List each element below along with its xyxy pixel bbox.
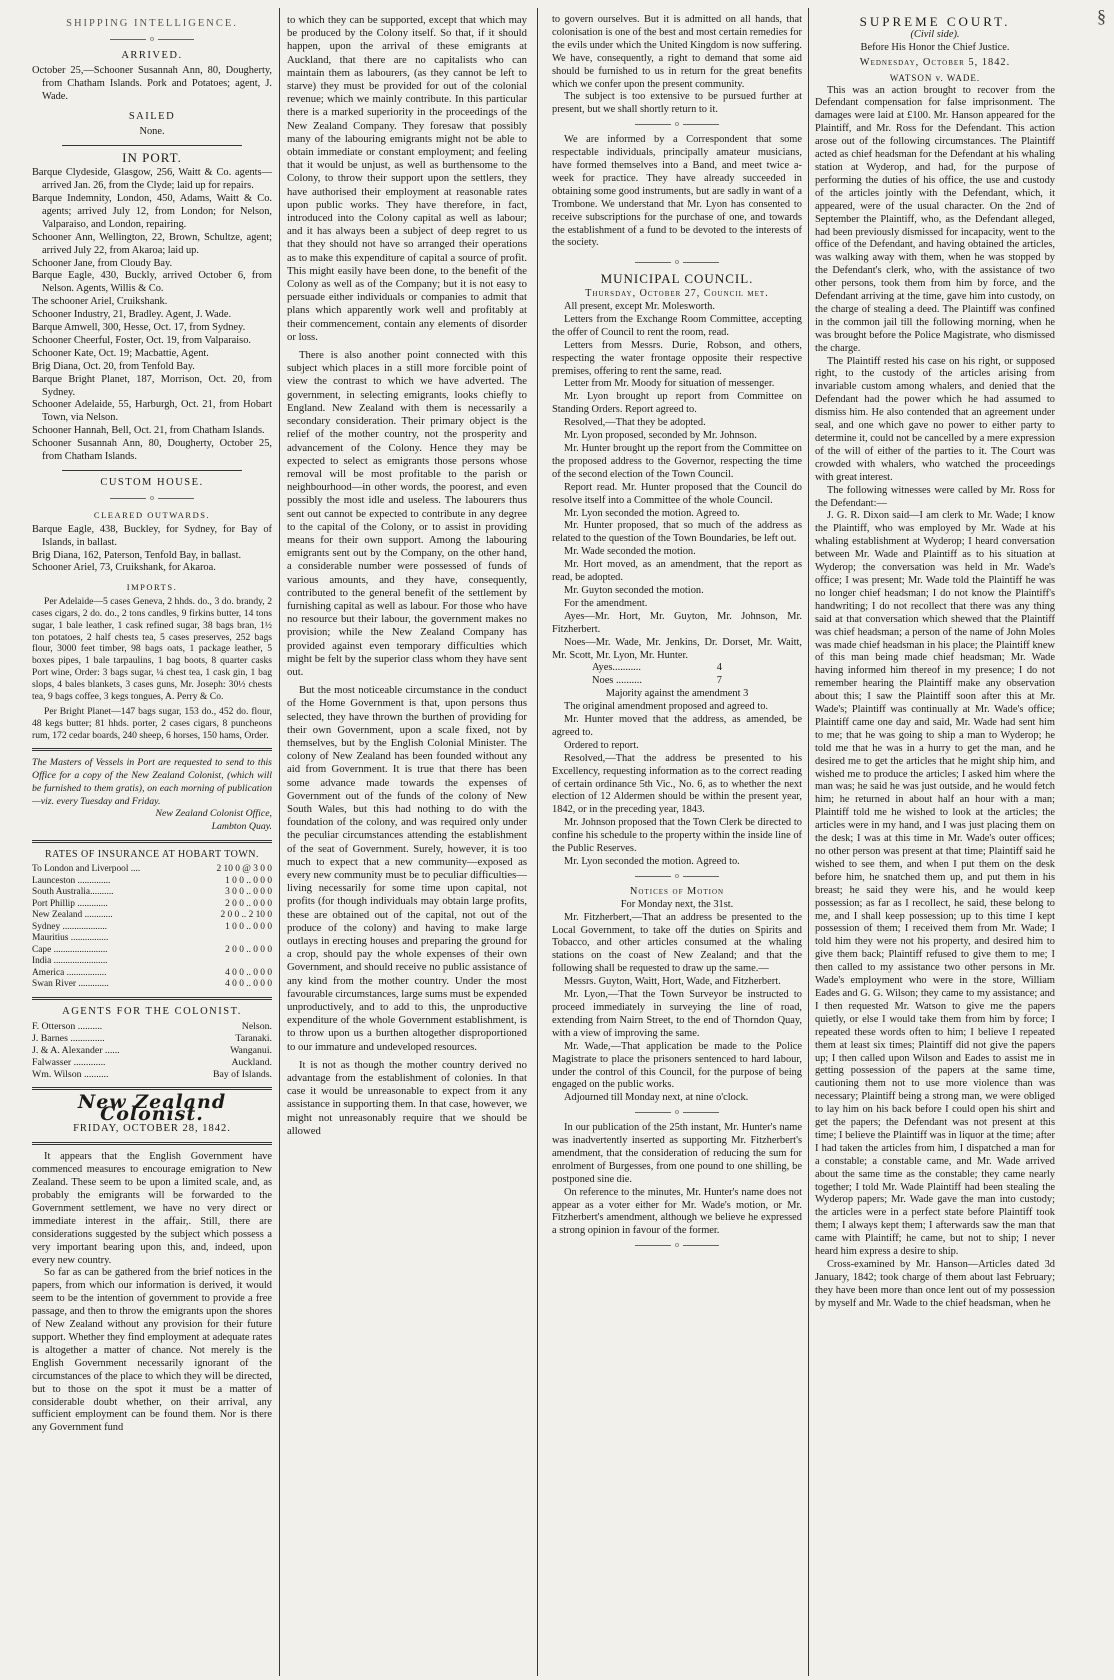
rates-value: 1 0 0 .. 0 0 0 bbox=[225, 875, 272, 886]
council-entry: The original amendment proposed and agreed to. bbox=[564, 701, 768, 713]
council-entry: Mr. Johnson proposed that the Town Clerk be directed to confine his schedule to the property within the inside line of the Public Reserves. bbox=[552, 817, 802, 855]
double-rule bbox=[32, 1142, 272, 1145]
rates-place: Port Phillip ............. bbox=[32, 898, 108, 909]
noes-label: Noes .......... bbox=[592, 675, 642, 687]
correction-para: On reference to the minutes, Mr. Hunter's name does not appear as a voter either for Mr. Wade's motion, or Mr. Fitzherbert's amendment, although we believe he expressed a strong opinion in favour of the former. bbox=[552, 1186, 802, 1237]
council-list-2 bbox=[552, 701, 802, 869]
notices-date: For Monday next, the 31st. bbox=[620, 898, 734, 910]
ornament: o bbox=[552, 1106, 802, 1119]
rates-row bbox=[32, 910, 272, 922]
rates-table bbox=[32, 864, 272, 991]
agent-row bbox=[32, 1057, 272, 1069]
inport-entry: Brig Diana, Oct. 20, from Tenfold Bay. bbox=[32, 360, 195, 372]
editorial-para: The subject is too extensive to be pursued further at present, but we shall shortly return to it. bbox=[552, 91, 802, 116]
rates-place: Swan River ............. bbox=[32, 979, 109, 990]
sailed-heading: SAILED bbox=[128, 111, 176, 123]
rates-value: 2 0 0 .. 0 0 0 bbox=[225, 898, 272, 909]
inport-entry: Schooner Susannah Ann, 80, Dougherty, October 25, from Chatham Islands. bbox=[32, 438, 272, 463]
rates-value: 2 0 0 .. 2 10 0 bbox=[220, 910, 272, 921]
inport-entry: Barque Bright Planet, 187, Morrison, Oct. 20, from Sydney. bbox=[32, 373, 272, 398]
noes-row bbox=[552, 675, 802, 688]
double-rule bbox=[32, 1087, 272, 1090]
agent-row bbox=[32, 1033, 272, 1045]
agent-row bbox=[32, 1069, 272, 1081]
notice-entry: Messrs. Guyton, Waitt, Hort, Wade, and Fitzherbert. bbox=[564, 976, 781, 988]
column-1 bbox=[32, 14, 272, 1674]
rates-row bbox=[32, 876, 272, 888]
double-rule bbox=[32, 997, 272, 1000]
council-entry: Mr. Guyton seconded the motion. bbox=[564, 584, 704, 596]
council-entry: Mr. Lyon seconded the motion. Agreed to. bbox=[564, 856, 740, 867]
cleared-list bbox=[32, 524, 272, 576]
agent-place: Bay of Islands. bbox=[212, 1068, 272, 1080]
agent-row bbox=[32, 1021, 272, 1033]
notices-heading: Notices of Motion bbox=[629, 885, 725, 897]
court-date: Wednesday, October 5, 1842. bbox=[859, 56, 1011, 68]
ayes-count: 4 bbox=[716, 662, 722, 674]
council-entry: Mr. Hunter proposed, that so much of the address as related to the question of the Town Boundaries, be left out. bbox=[552, 520, 802, 545]
divider bbox=[62, 145, 242, 146]
rates-row bbox=[32, 899, 272, 911]
rates-place: America ................. bbox=[32, 967, 107, 978]
rates-place: Cape ....................... bbox=[32, 944, 108, 955]
rates-row bbox=[32, 968, 272, 980]
council-heading: MUNICIPAL COUNCIL. bbox=[600, 271, 754, 287]
council-entry: Mr. Hunter moved that the address, as amended, be agreed to. bbox=[552, 714, 802, 738]
agent-name: J. Barnes .............. bbox=[32, 1032, 105, 1044]
column-rule bbox=[279, 8, 280, 1676]
rates-place: Mauritius ................ bbox=[32, 933, 109, 944]
council-entry: Noes—Mr. Wade, Mr. Jenkins, Dr. Dorset, Mr. Waitt, Mr. Scott, Mr. Lyon, Mr. Hunter. bbox=[552, 636, 802, 661]
ornament: o bbox=[552, 256, 802, 269]
inport-entry: Schooner Ann, Wellington, 22, Brown, Schultze, agent; arrived July 22, from Akaroa; laid up. bbox=[32, 231, 272, 256]
column-4 bbox=[815, 14, 1055, 1674]
ayes-row bbox=[552, 662, 802, 675]
council-entry: Report read. Mr. Hunter proposed that the Council do resolve itself into a Committee of the whole Council. bbox=[552, 481, 802, 506]
ornament: o bbox=[552, 870, 802, 883]
editorial-para: It is not as though the mother country derived no advantage from the establishment of colonies. In that case it would be unreasonable to expect from it any assistance in supporting them. In that case, however, we might not unreasonably require that we should be allowed bbox=[287, 1058, 527, 1137]
cleared-entry: Schooner Ariel, 73, Cruikshank, for Akaroa. bbox=[32, 562, 216, 574]
agent-name: Wm. Wilson .......... bbox=[32, 1068, 109, 1080]
agent-name: F. Otterson .......... bbox=[32, 1020, 103, 1032]
inport-entry: Schooner Hannah, Bell, Oct. 21, from Chatham Islands. bbox=[32, 425, 265, 437]
rates-value: 2 10 0 @ 3 0 0 bbox=[216, 864, 272, 875]
editorial-para: It appears that the English Government have commenced measures to encourage emigration to New Zealand. These seem to be upon a limited scale, and, as probably the emigrants will be forwarded to the Government settlement, we have no very direct or immediate interest in the affair,. Still, there are considerations suggested by the subject which possess a very important bearing upon this, and, indeed, upon every new country. bbox=[32, 1151, 272, 1266]
inport-entry: Barque Eagle, 430, Buckly, arrived October 6, from Nelson. Agents, Willis & Co. bbox=[32, 270, 272, 295]
rates-value: 4 0 0 .. 0 0 0 bbox=[225, 979, 272, 990]
majority-line: Majority against the amendment 3 bbox=[605, 688, 749, 700]
masters-signature-1: New Zealand Colonist Office, bbox=[155, 808, 272, 820]
cleared-entry: Brig Diana, 162, Paterson, Tenfold Bay, in ballast. bbox=[32, 549, 242, 561]
agent-place: Wanganui. bbox=[230, 1044, 272, 1056]
case-name: WATSON v. WADE. bbox=[889, 72, 981, 83]
notice-entry: Mr. Lyon,—That the Town Surveyor be instructed to proceed immediately in surveying the line of road, extending from Nairn Street, to the end of Thorndon Quay, with a view of improving the same. bbox=[552, 989, 802, 1039]
council-entry: Letters from Messrs. Durie, Robson, and others, respecting the water frontage opposite their respective premises, offering to rent the same, read. bbox=[552, 339, 802, 377]
masters-notice: The Masters of Vessels in Port are requested to send to this Office for a copy of the New Zealand Colonist, (which will be furnished to them gratis), on each morning of publication—viz. every Tuesday and Friday. bbox=[32, 756, 272, 807]
council-date: Thursday, October 27, Council met. bbox=[585, 288, 769, 300]
notice-entry: Mr. Wade,—That application be made to the Police Magistrate to place the prisoners sentenced to hard labour, under the control of this Council, for the purpose of being engaged on the public works. bbox=[552, 1040, 802, 1091]
inport-entry: Barque Clydeside, Glasgow, 256, Waitt & Co. agents—arrived Jan. 26, from the Clyde; laid up for repairs. bbox=[32, 167, 272, 192]
inport-entry: Schooner Cheerful, Foster, Oct. 19, from Valparaiso. bbox=[32, 334, 251, 346]
rates-row bbox=[32, 887, 272, 899]
council-list bbox=[552, 301, 802, 662]
double-rule bbox=[32, 840, 272, 843]
rates-value: 1 0 0 .. 0 0 0 bbox=[225, 921, 272, 932]
inport-list bbox=[32, 167, 272, 464]
inport-heading: IN PORT. bbox=[122, 150, 182, 166]
page-corner-mark: § bbox=[1097, 6, 1106, 26]
imports-bright-planet: Per Bright Planet—147 bags sugar, 153 do., 452 do. flour, 48 kegs butter; 81 hhds. porter, 2 cases cigars, 8 puncheons rum, 172 cedar boards, 240 sheep, 6 horses, 150 hams, Order. bbox=[32, 706, 272, 742]
rates-value bbox=[182, 933, 272, 945]
rates-place: New Zealand ............ bbox=[32, 910, 113, 921]
agents-list bbox=[32, 1021, 272, 1081]
court-before: Before His Honor the Chief Justice. bbox=[860, 41, 1010, 53]
court-title: SUPREME COURT. bbox=[859, 14, 1011, 29]
ornament: o bbox=[32, 492, 272, 505]
ornament: o bbox=[552, 1239, 802, 1252]
inport-entry: The schooner Ariel, Cruikshank. bbox=[32, 296, 168, 308]
arrived-entry: October 25,—Schooner Susannah Ann, 80, Dougherty, from Chatham Islands. Pork and Potatoes; agent, J. Wade. bbox=[32, 64, 272, 102]
council-entry: Mr. Hunter brought up the report from the Committee on the proposed address to the Governor, respecting the time of the second election of the Town Council. bbox=[552, 443, 802, 480]
sailed-entry: None. bbox=[139, 126, 165, 138]
agent-place: Nelson. bbox=[241, 1020, 272, 1032]
council-entry: For the amendment. bbox=[564, 597, 648, 609]
agents-heading: AGENTS FOR THE COLONIST. bbox=[62, 1005, 242, 1017]
council-entry: All present, except Mr. Molesworth. bbox=[564, 301, 715, 313]
notice-entry: Adjourned till Monday next, at nine o'clock. bbox=[564, 1092, 749, 1104]
rates-value bbox=[182, 956, 272, 968]
council-entry: Resolved,—That they be adopted. bbox=[564, 417, 706, 429]
arrived-heading: ARRIVED. bbox=[121, 49, 183, 61]
council-entry: Ordered to report. bbox=[564, 739, 639, 751]
imports-adelaide: Per Adelaide—5 cases Geneva, 2 hhds. do., 3 do. brandy, 2 cases cigars, 2 do. do., 2 tons candles, 9 firkins butter, 14 tons sugar, 1 bale leather, 1 cask refined sugar, 38 bags bran, 1½ ton potatoes, 2 half chests tea, 5 cases preserves, 252 bags flour, 3000 feet timber, 98 bags oats, 1 package leather, 5 boxes pipes, 1 bale tarpaulins, 1 bag boots, 8 quarter casks Port wine, Order: 3 bags sugar, ¼ chest tea, 1 cask gin, 1 bag slops, 4 bales blankets, 3 cases guns, Mr. Joseph: 30½ chests tea, 9 bags coffee, 3 kegs tongues, A. Perry & Co. bbox=[32, 596, 272, 702]
court-para: This was an action brought to recover from the Defendant compensation for false imprisonment. The damages were laid at £100. Mr. Hanson appeared for the Plaintiff, and Mr. Ross for the Defendant. This action arose out of the following circumstances. The Plaintiff acted as chief headsman for the Defendant at his whaling station at Wyderop, and had, for the purpose of performing the duties of his office, the use and custody of the articles jointly with the Defendant, which, it appeared, were of the usual character. On the 2nd of September the Plaintiff, who, as the Defendant alleged, had been previously dismissed for incapacity, went to the office of the Defendant, and having obtained the articles, was walking away with them, when he was stopped by the Defendant's clerk, who, with the assistance of two other persons, took them from him by force, and the Defendant arriving at the time, gave him into custody, on the charge of stealing a deed. The Plaintiff was confined in the common jail till the following morning, when he was brought before the Police Magistrate, who dismissed the charge. bbox=[815, 84, 1055, 354]
council-entry: Ayes—Mr. Hort, Mr. Guyton, Mr. Johnson, Mr. Fitzherbert. bbox=[552, 610, 802, 635]
noes-count: 7 bbox=[716, 675, 722, 687]
rates-place: Sydney ................... bbox=[32, 921, 107, 932]
rates-place: India ....................... bbox=[32, 956, 108, 967]
agent-name: Falwasser ............. bbox=[32, 1056, 106, 1068]
editorial-para: to govern ourselves. But it is admitted on all hands, that colonisation is one of the best and most certain remedies for the evils under which the United Kingdom is now suffering. We have, consequently, a right to demand that some aid should be furnished to us in return for the great benefits which we confer upon the present community. bbox=[552, 14, 802, 90]
agent-place: Taranaki. bbox=[235, 1032, 272, 1044]
agent-name: J. & A. Alexander ...... bbox=[32, 1044, 120, 1056]
council-entry: Mr. Lyon seconded the motion. Agreed to. bbox=[564, 507, 740, 519]
rates-heading: RATES OF INSURANCE AT HOBART TOWN. bbox=[44, 849, 260, 861]
council-entry: Mr. Lyon brought up report from Committee on Standing Orders. Report agreed to. bbox=[552, 391, 802, 416]
notices-list bbox=[552, 912, 802, 1106]
court-para: J. G. R. Dixon said—I am clerk to Mr. Wade; I know the Plaintiff, who was employed by Mr. Wade at his whaling establishment at Wyderop; I heard conversation between Mr. Wade and Plaintiff as to his situation at Wyderop; the conversation was held in Mr. Wade's office; I was present; Mr. Wade told the Plaintiff he was no longer chief headsman; I do not know the Plaintiff's handwriting; I do not recollect that there was any thing said at that conversation which shewed that the Plaintiff was chief headsman; a person of the name of John Moles was made chief headsman in his place; the Plaintiff knew of this man being made chief headsman; Mr. Wade having informed him thereof in my presence; I do not remember hearing the Plaintiff make any observation about this; I saw the Plaintiff soon after this at Mr. Wade's; Plaintiff was continually at Mr. Wade's office; Plaintiff came one day and said, Mr. Wade had sent him to me; that he was going to ship a man to Wyderop; he told me that he was in a hurry to get the man, and he desired me to get the articles that he might ship him, and wished me to produce the articles; I asked him where the man was; he said he was just outside, and he would fetch him; he returned in about half an hour with a man; Plaintiff told me he wished to look at the articles; the articles were in my hand, and I was just placing them on the desk; I was at this time in Mr. Wade's outer offices; no other person was present at that time; Plaintiff said he wished to see them, and when I put them on the desk before him, he snatched them up, and put them in his breast; he said they were his, and he would keep possession; as far as I recollect, he said, these belong to me, and I shall keep possession; up to this time I kept possession of them; I received them from Mr. Wade; I told him they were not his property, and desired him to give them back; Plaintiff refused to give them to me; I then called to my assistance two other persons in Mr. Wade's employment who were in the store, William Eades and G. G. Wilson; they came to my assistance; and I then requested Mr. Watson to give me the papers quietly, or else I would take them from him by force; I repeated these words often to him; I believe I repeated them at least six times; Plaintiff did not give the papers up; I then called upon Wilson and Eades to assist me in getting possession of the papers at the same time, cautioning them not to use more violence than was necessary; Plaintiff being a strong man, we were obliged to lay him on his back before I could open his shirt and get the papers; the Defendant was not present at this time; I believe the Plaintiff was in liquor at the time; after I had taken the articles from him, I dispatched a man for a constable; a constable came, and Mr. Wade arrived about the same time as the constable; they came nearly together; I told Mr. Wade Plaintiff had been stealing the Wyderop papers; Mr. Wade gave the man into custody; the articles were in a perfect state before Plaintiff took them; I always kept them; I afterwards saw the man that came with Plaintiff; he came, but not to ship; I never heard him express a desire to ship. bbox=[815, 510, 1055, 1258]
council-entry: Letter from Mr. Moody for situation of messenger. bbox=[564, 378, 775, 390]
council-entry: Mr. Lyon proposed, seconded by Mr. Johnson. bbox=[564, 430, 757, 442]
ornament: o bbox=[32, 33, 272, 46]
inport-entry: Schooner Industry, 21, Bradley. Agent, J. Wade. bbox=[32, 309, 232, 321]
court-para: The following witnesses were called by Mr. Ross for the Defendant:— bbox=[815, 484, 1055, 509]
rates-value: 2 0 0 .. 0 0 0 bbox=[225, 944, 272, 955]
rates-place: South Australia.......... bbox=[32, 887, 114, 898]
editorial-para: So far as can be gathered from the brief notices in the papers, from which our information is derived, it would seem to be the intention of government to provide a free passage, and then to throw the emigrants upon the shores of New Zealand without any provision for their future support. Whether they find employment at adequate rates is altogether a matter of chance. Not merely is the English Government necessarily ignorant of the circumstances of the place to which they will be directed, but to those on the spot it must be a matter of considerable doubt whether, on their arrival, any sufficient employment can be found them. Nor is there any Government fund bbox=[32, 1267, 272, 1434]
court-para: Cross-examined by Mr. Hanson—Articles dated 3d January, 1842; took charge of them about last February; they have been more than once lent out of my possession by myself and Mr. Wade to the chief headsman, when he bbox=[815, 1259, 1055, 1309]
inport-entry: Schooner Adelaide, 55, Harburgh, Oct. 21, from Hobart Town, via Nelson. bbox=[32, 399, 272, 424]
council-entry: Letters from the Exchange Room Committee, accepting the offer of Council to rent the room, read. bbox=[552, 313, 802, 338]
column-rule bbox=[808, 8, 809, 1676]
editorial-para: But the most noticeable circumstance in the conduct of the Home Government is that, upon persons thus selected, they have thrown the burthen of providing for their own Government, upon a scale fixed, not by themselves, but by the English Colonial Minister. The colony of New Zealand has been founded without any aid from Government. It is true that there has been some advance made towards the expenses of Government out of the funds of the colony of New South Wales, but this had nothing to do with the foundation of the colony, and was required only under the peculiar circumstances attending the establishment of the seat of Government. Surely, however, it is too much to expect that a new community—exposed as every new community must be to peculiar difficulties—living necessarily for some time upon capital, not profits (for though individuals may obtain large profits, these are obtained out of the capital, not out of the produce of the colony) and having to make large outlays in erecting houses and preparing the ground for a crop, should pay the whole expenses of their own Government, and should receive no public assistance of any kind from the mother country. Under the most favourable circumstances, large sums must be expended unproductively, and to add to this, the unproductive expenditure of the whole Government establishment, is to throw upon us a burthen altogether disproportioned to our immature and undeveloped resources. bbox=[287, 684, 527, 1053]
agent-place: Auckland. bbox=[231, 1056, 272, 1068]
masthead: New Zealand Colonist. bbox=[77, 1090, 227, 1126]
inport-entry: Barque Amwell, 300, Hesse, Oct. 17, from Sydney. bbox=[32, 322, 246, 334]
rates-row bbox=[32, 933, 272, 945]
band-notice: We are informed by a Correspondent that some respectable individuals, principally amateur musicians, have formed themselves into a Band, and meet twice a-week for practice. They have already succeeded in obtaining some good instruments, but are sadly in want of a Trombone. We understand that Mr. Lyon has consented to receive subscriptions for the purchase of one, and towards the establishment of a fund to be devoted to the interests of the society. bbox=[552, 134, 802, 249]
inport-entry: Schooner Kate, Oct. 19; Macbattie, Agent. bbox=[32, 347, 209, 359]
inport-entry: Barque Indemnity, London, 450, Adams, Waitt & Co. agents; arrived July 12, from London; for Nelson, Valparaiso, and London, repairing. bbox=[32, 192, 272, 230]
council-entry: Mr. Wade seconded the motion. bbox=[564, 546, 696, 558]
ayes-label: Ayes........... bbox=[592, 662, 641, 674]
notice-entry: Mr. Fitzherbert,—That an address be presented to the Local Government, to take off the duties on Spirits and Tobacco, and other articles consumed at the whaling stations on the coast of New Zealand; and that the following shall be requested to draw up the same.— bbox=[552, 911, 802, 975]
rates-row bbox=[32, 922, 272, 934]
council-entry: Resolved,—That the address be presented to his Excellency, requesting information as to the correct reading of certain ordinance 5th Vic., No. 6, as to whether the next election of 12 Aldermen should be within the present year, 1842, or in the preceding year, 1843. bbox=[552, 752, 802, 816]
council-entry: Mr. Hort moved, as an amendment, that the report as read, be adopted. bbox=[552, 559, 802, 584]
divider bbox=[62, 470, 242, 471]
imports-heading: IMPORTS. bbox=[126, 582, 178, 593]
inport-entry: Schooner Jane, from Cloudy Bay. bbox=[32, 257, 173, 269]
rates-row bbox=[32, 945, 272, 957]
cleared-heading: CLEARED OUTWARDS. bbox=[93, 509, 211, 520]
agent-row bbox=[32, 1045, 272, 1057]
ornament: o bbox=[552, 118, 802, 131]
court-para: The Plaintiff rested his case on his right, or supposed right, to the custody of the articles arising from invariable custom among whalers, and denied that the Defendant had the power which he had assumed to dismiss him. He also contended that an agreement under seal, and one which gave no power to either party to determine it, could not be cancelled by a mere expression of the will of either of the parties to it. The Court was crowded with whalers, who watched the proceedings with great interest. bbox=[815, 355, 1055, 483]
editorial-para: There is also another point connected with this subject which places in a still more forcible point of view the contrast to which we have adverted. The government, in selecting emigrants, looks chiefly to England. New Zealand with them is necessarily a secondary consideration. Their primary object is the relief of the mother country, not the prosperity and advancement of the Colony. Hence they may be expected to select as emigrants those persons whose removal will be most profitable to the parish or neighbourhood—in other words, the poorest, and even possibly the most idle and useless. The labourers thus sent out cannot be expected to contribute in any degree to the capital of the Colony, or to assist in providing means for their own support. Among the labouring emigrants sent out by the Company, on the other hand, a considerable number were possessed of funds of various amounts, and they have, consequently, contributed to the general benefit of the settlement by furnishing capital as well as labour. For those who have no resource but their labour, the government makes no provision; while the New Zealand Company has provided against even temporary difficulties which might be felt by the superior class whom they have sent out. bbox=[287, 349, 527, 678]
dateline: FRIDAY, OCTOBER 28, 1842. bbox=[73, 1123, 231, 1135]
masters-signature-2: Lambton Quay. bbox=[211, 821, 272, 833]
editorial-para: to which they can be supported, except that which may be produced by the Colony itself. So that, if it should happen, upon the arrival of these emigrants at Auckland, that there are no capitalists who can maintain them as labourers, (as they cannot be left to starve) they must be provided for out of the colonial revenue; which we mainly contribute. In this particular there is a marked superiority in the proceedings of the New Zealand Company. They foresaw that possibly many of the labouring emigrants might not be able to obtain immediate or constant employment; and feeling that it would be unjust, as well as burthensome to the Colony, to throw their support upon the settlers, they have authorised their employment at reasonable rates upon public works. They have therefore, in fact, introduced into the Colony capital as well as labour; and it has always been a subject of deep regret to us that they should not have so arranged their operations as to make this expenditure of capital a source of profit. This might easily have been done, to the benefit of the Colony as well as of the Company; but it is not easy to persuade either individuals or companies to admit that plans which apparently work well and profitably at their commencement, contain any elements of disorder or loss. bbox=[287, 14, 527, 343]
rates-row bbox=[32, 956, 272, 968]
court-subtitle: (Civil side). bbox=[910, 28, 960, 40]
rates-place: Launceston .............. bbox=[32, 875, 111, 886]
double-rule bbox=[32, 748, 272, 751]
rates-value: 3 0 0 .. 0 0 0 bbox=[225, 887, 272, 898]
column-rule bbox=[537, 8, 538, 1676]
column-2 bbox=[287, 14, 527, 1674]
rates-place: To London and Liverpool .... bbox=[32, 864, 141, 875]
rates-row bbox=[32, 864, 272, 876]
correction-para: In our publication of the 25th instant, Mr. Hunter's name was inadvertently inserted as supporting Mr. Fitzherbert's amendment, that the consideration of reducing the sum for enrolment of Burgesses, from one pound to one shilling, be postponed sine die. bbox=[552, 1122, 802, 1185]
shipping-title: SHIPPING INTELLIGENCE. bbox=[66, 18, 238, 29]
custom-house-heading: CUSTOM HOUSE. bbox=[100, 477, 204, 488]
cleared-entry: Barque Eagle, 438, Buckley, for Sydney, for Bay of Islands, in ballast. bbox=[32, 523, 272, 548]
rates-value: 4 0 0 .. 0 0 0 bbox=[225, 967, 272, 978]
rates-row bbox=[32, 979, 272, 991]
column-3 bbox=[552, 14, 802, 1674]
